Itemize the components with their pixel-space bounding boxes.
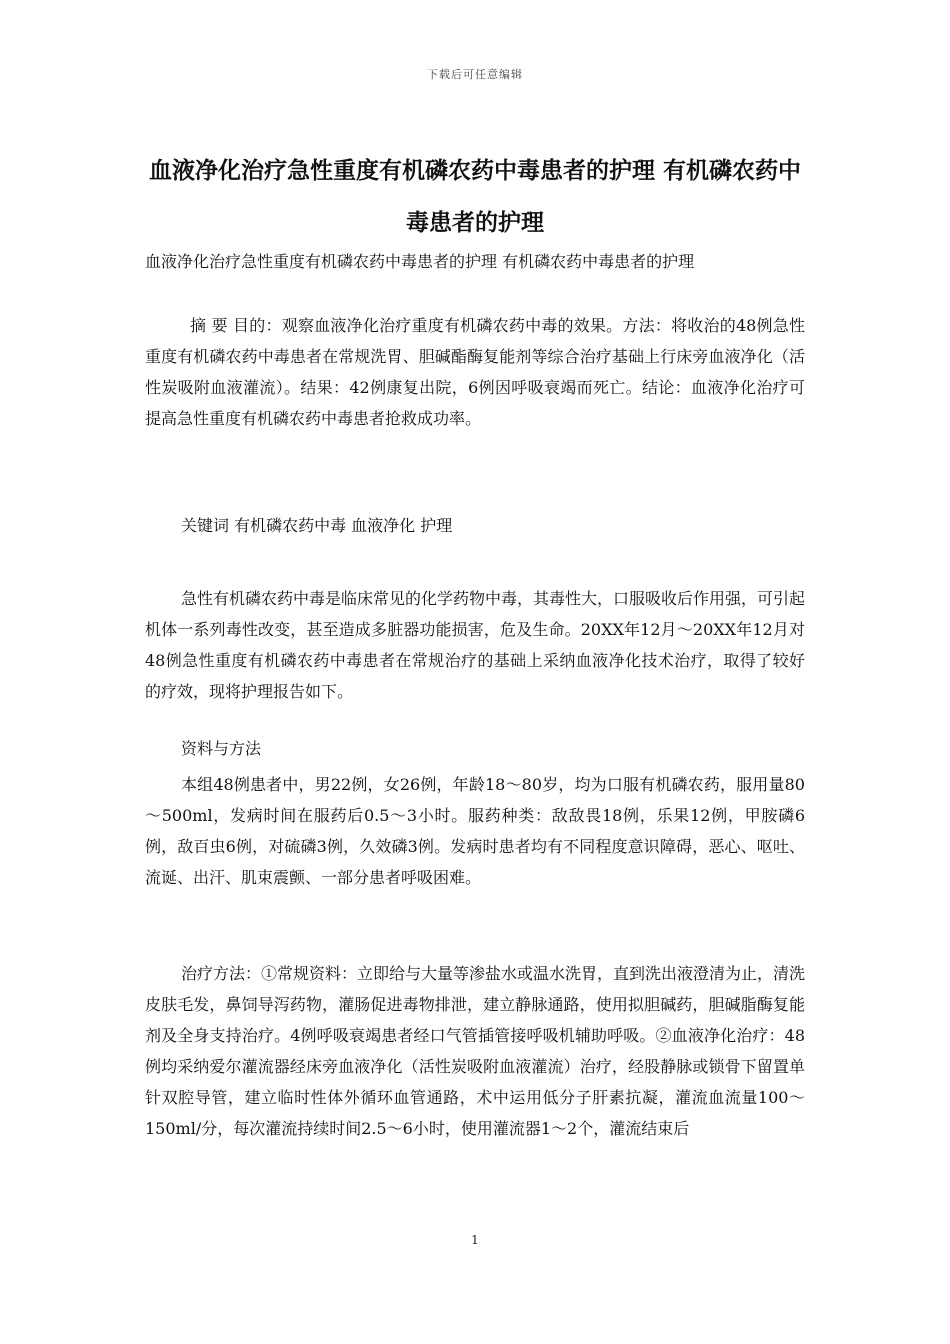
page-number: 1 <box>471 1233 479 1247</box>
section-heading: 资料与方法 <box>181 739 262 758</box>
document-subtitle: 血液净化治疗急性重度有机磷农药中毒患者的护理 有机磷农药中毒患者的护理 <box>145 252 695 271</box>
document-title: 血液净化治疗急性重度有机磷农药中毒患者的护理 有机磷农药中毒患者的护理 <box>148 158 801 236</box>
materials-paragraph: 本组48例患者中，男22例，女26例，年龄18～80岁，均为口服有机磷农药，服用量80～500ml，发病时间在服药后0.5～3小时。服药种类：敌敌畏18例，乐果12例，甲胺磷6例，敌百虫6例，对硫磷3例，久效磷3例。发病时患者均有不同程度意识障碍，恶心、呕吐、流诞、出汗、肌束震颤、一部分患者呼吸困难。 <box>145 775 805 887</box>
treatment-paragraph: 治疗方法：①常规资料：立即给与大量等渗盐水或温水洗胃，直到洗出液澄清为止，清洗皮肤毛发，鼻饲导泻药物，灌肠促进毒物排泄，建立静脉通路，使用拟胆碱药，胆碱脂酶复能剂及全身支持治疗。4例呼吸衰竭患者经口气管插管接呼吸机辅助呼吸。②血液净化治疗：48例均采纳爱尔灌流器经床旁血液净化（活性炭吸附血液灌流）治疗，经股静脉或锁骨下留置单针双腔导管，建立临时性体外循环血管通路，术中运用低分子肝素抗凝，灌流血流量100～150ml/分，每次灌流持续时间2.5～6小时，使用灌流器1～2个，灌流结束后 <box>145 964 806 1138</box>
intro-paragraph: 急性有机磷农药中毒是临床常见的化学药物中毒，其毒性大，口服吸收后作用强，可引起机体一系列毒性改变，甚至造成多脏器功能损害，危及生命。20XX年12月～20XX年12月对48例急性重度有机磷农药中毒患者在常规治疗的基础上采纳血液净化技术治疗，取得了较好的疗效，现将护理报告如下。 <box>145 589 806 701</box>
abstract-paragraph: 摘 要 目的：观察血液净化治疗重度有机磷农药中毒的效果。方法：将收治的48例急性重度有机磷农药中毒患者在常规洗胃、胆碱酯酶复能剂等综合治疗基础上行床旁血液净化（活性炭吸附血液灌流）。结果：42例康复出院，6例因呼吸衰竭而死亡。结论：血液净化治疗可提高急性重度有机磷农药中毒患者抢救成功率。 <box>145 316 805 428</box>
header-note: 下载后可任意编辑 <box>427 68 523 81</box>
keywords-line: 关键词 有机磷农药中毒 血液净化 护理 <box>181 516 453 535</box>
